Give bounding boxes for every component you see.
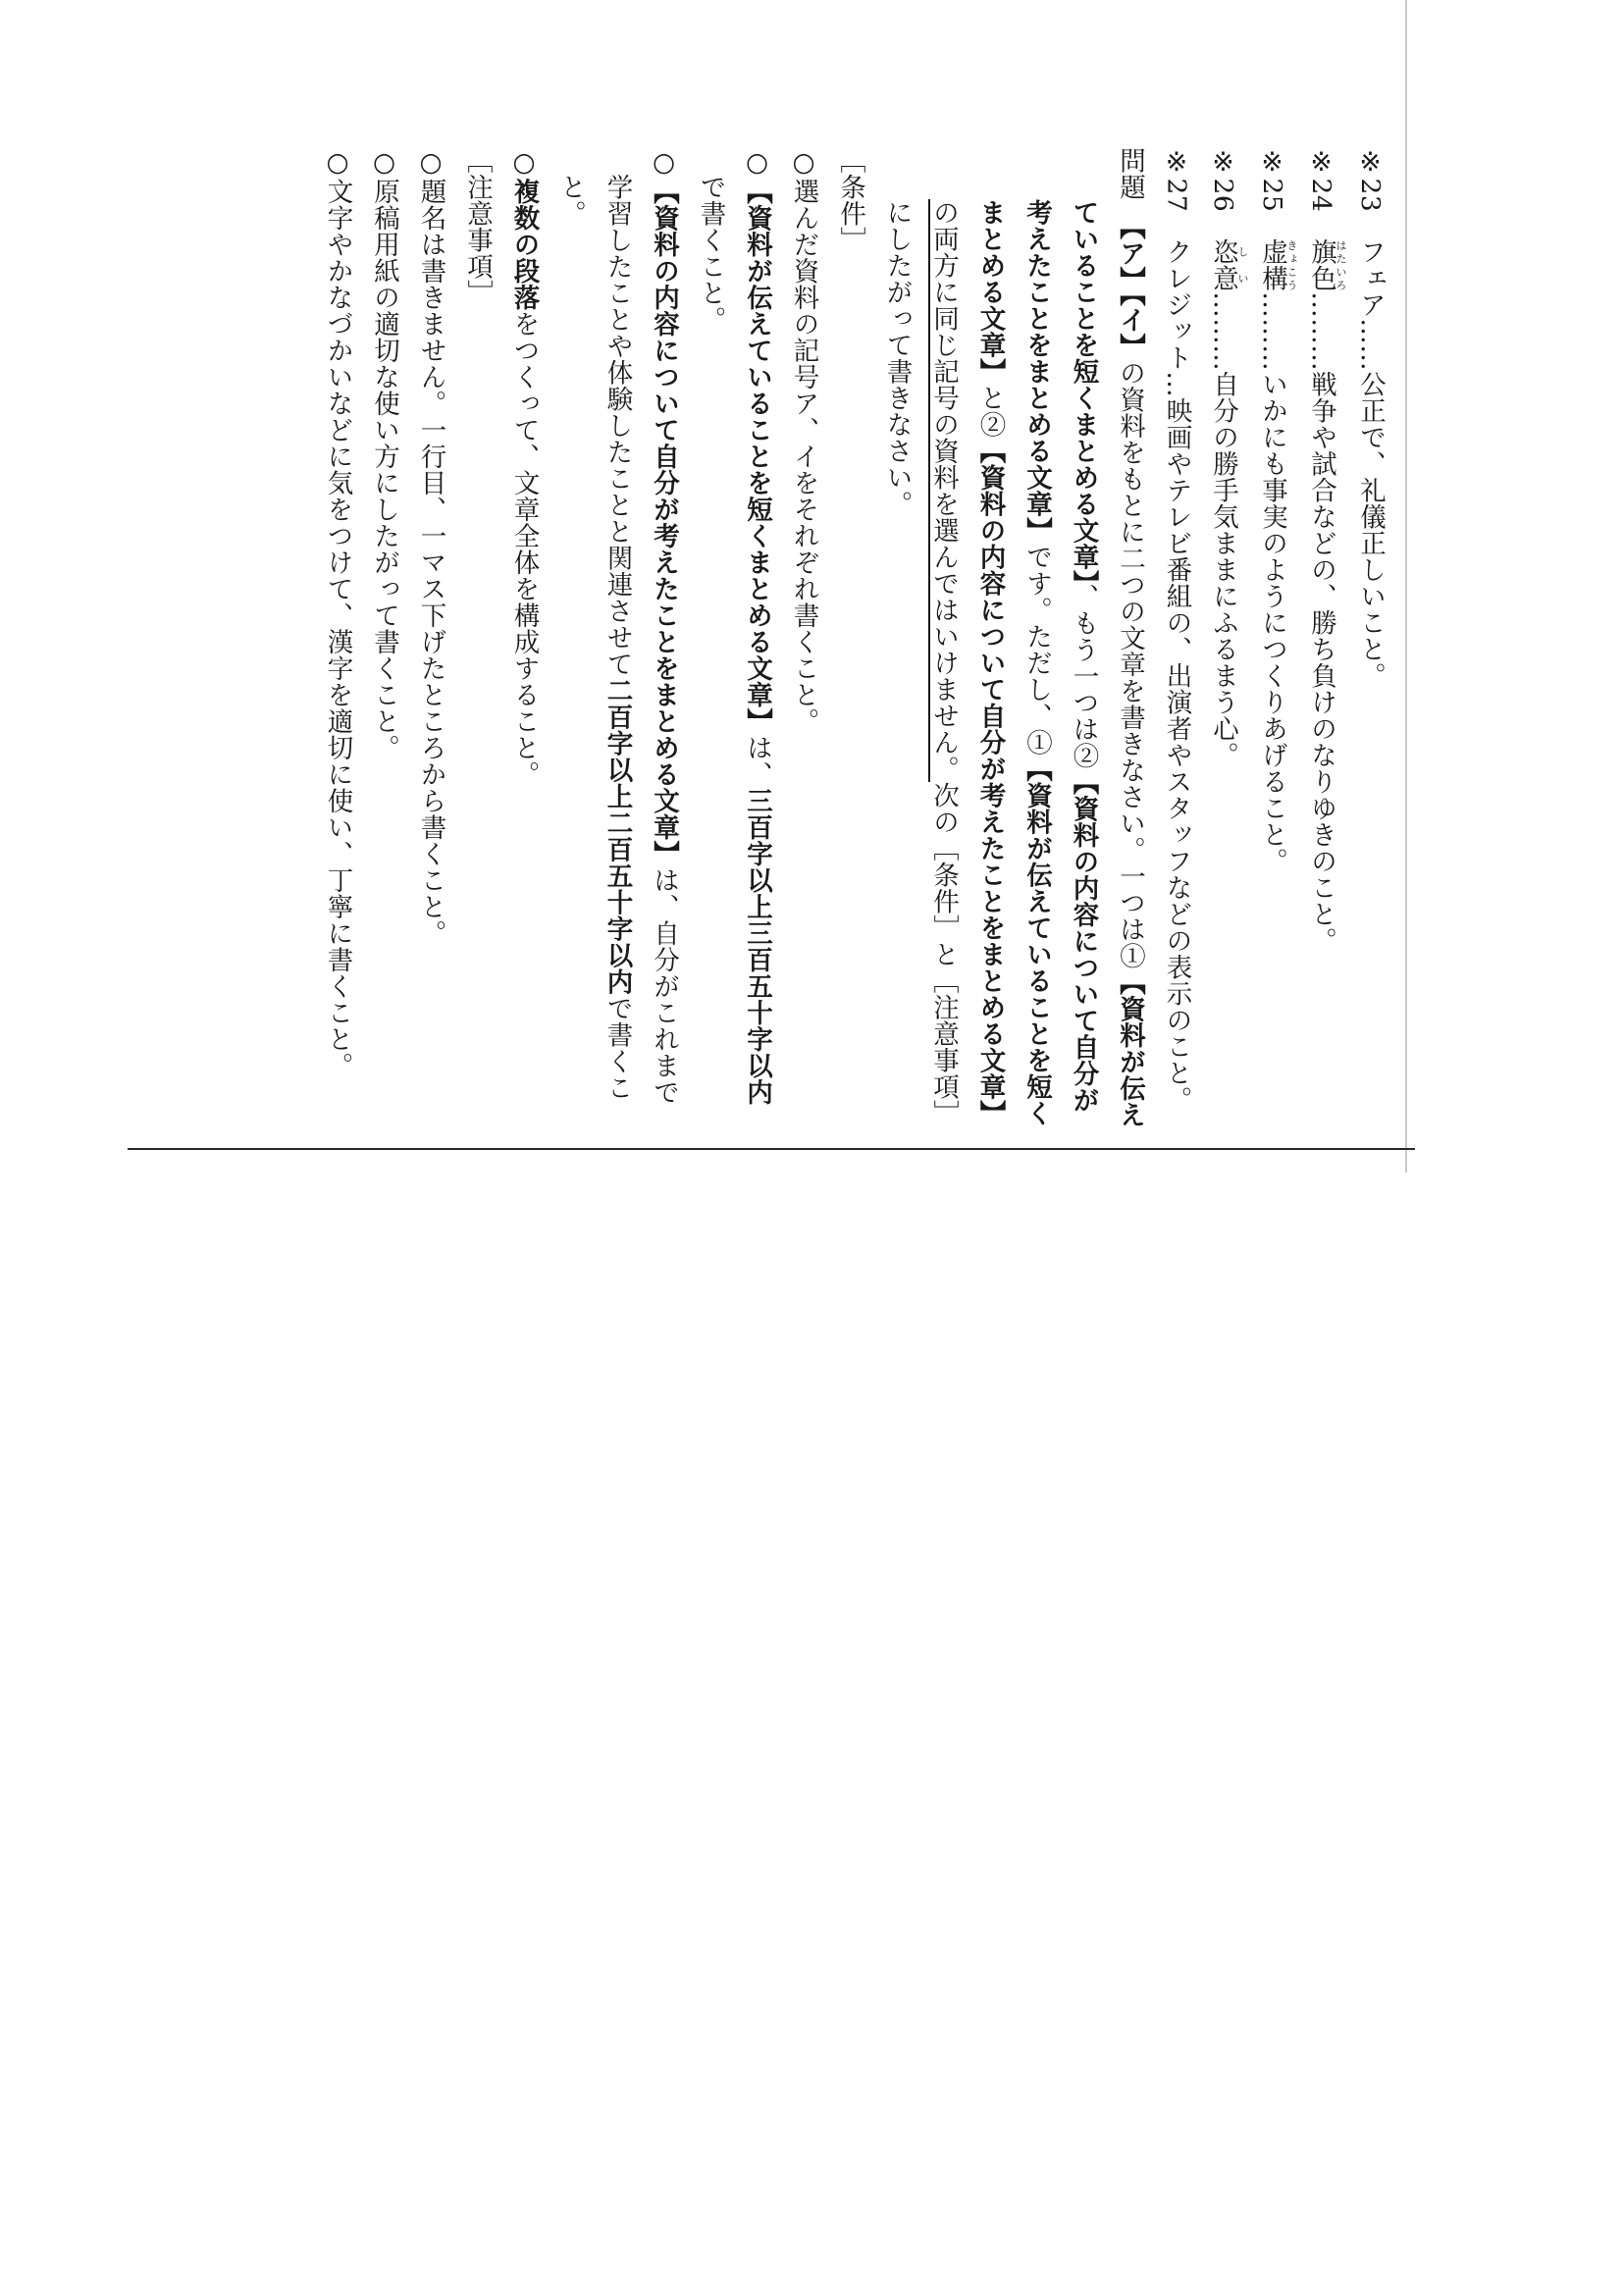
problem-label: 問題 <box>1115 147 1145 200</box>
page-frame-right <box>1405 0 1407 1173</box>
conditions-heading: ［条件］ <box>835 147 865 253</box>
caution-item-3: ○文字やかなづかいなどに気をつけて、漢字を適切に使い、丁寧に書くこと。 <box>322 147 353 1079</box>
cautions-heading: ［注意事項］ <box>462 147 493 306</box>
problem-statement: 問題 【ア】【イ】の資料をもとに二つの文章を書きなさい。一つは①【資料が伝えていることを短くまとめる文章】、もう一つは②【資料の内容について自分が考えたことをまとめる文章】です。ただし、①【資料が伝えていることを短くまとめる文章】と②【資料の内容について自分が考えたことをまとめる文章】の両方に同じ記号の資料を選んではいけません。次の［条件］と［注意事項］にしたがって書きなさい。 <box>881 147 1145 1128</box>
note-23: ※23 フェア……公正で、礼儀正しいこと。 <box>1355 147 1386 690</box>
caution-item-2: ○原稿用紙の適切な使い方にしたがって書くこと。 <box>369 147 399 761</box>
condition-item-2: ○【資料が伝えていることを短くまとめる文章】は、三百字以上三百五十字以内で書くこと。 <box>695 147 772 1106</box>
vertical-text-body <box>314 147 1393 1128</box>
caution-item-1: ○題名は書きません。一行目、一マス下げたところから書くこと。 <box>415 147 446 947</box>
document-sheet <box>147 147 1393 1128</box>
condition-item-1: ○選んだ資料の記号ア、イをそれぞれ書くこと。 <box>788 147 819 735</box>
note-24: ※24 旗色はたいろ………戦争や試合などの、勝ち負けのなりゆきのこと。 <box>1306 147 1347 955</box>
page-frame-bottom <box>128 1148 1415 1150</box>
note-25: ※25 虚構きょこう………いかにも事実のようにつくりあげること。 <box>1257 147 1298 875</box>
note-26: ※26 恣意しい………自分の勝手気ままにふるまう心。 <box>1208 147 1249 769</box>
note-27: ※27 クレジット…映画やテレビ番組の、出演者やスタッフなどの表示のこと。 <box>1161 147 1192 1114</box>
condition-item-4: ○複数の段落をつくって、文章全体を構成すること。 <box>508 147 540 788</box>
condition-item-3: ○【資料の内容について自分が考えたことをまとめる文章】は、自分がこれまで学習したことや体験したことと関連させて二百字以上二百五十字以内で書くこと。 <box>555 147 679 1106</box>
